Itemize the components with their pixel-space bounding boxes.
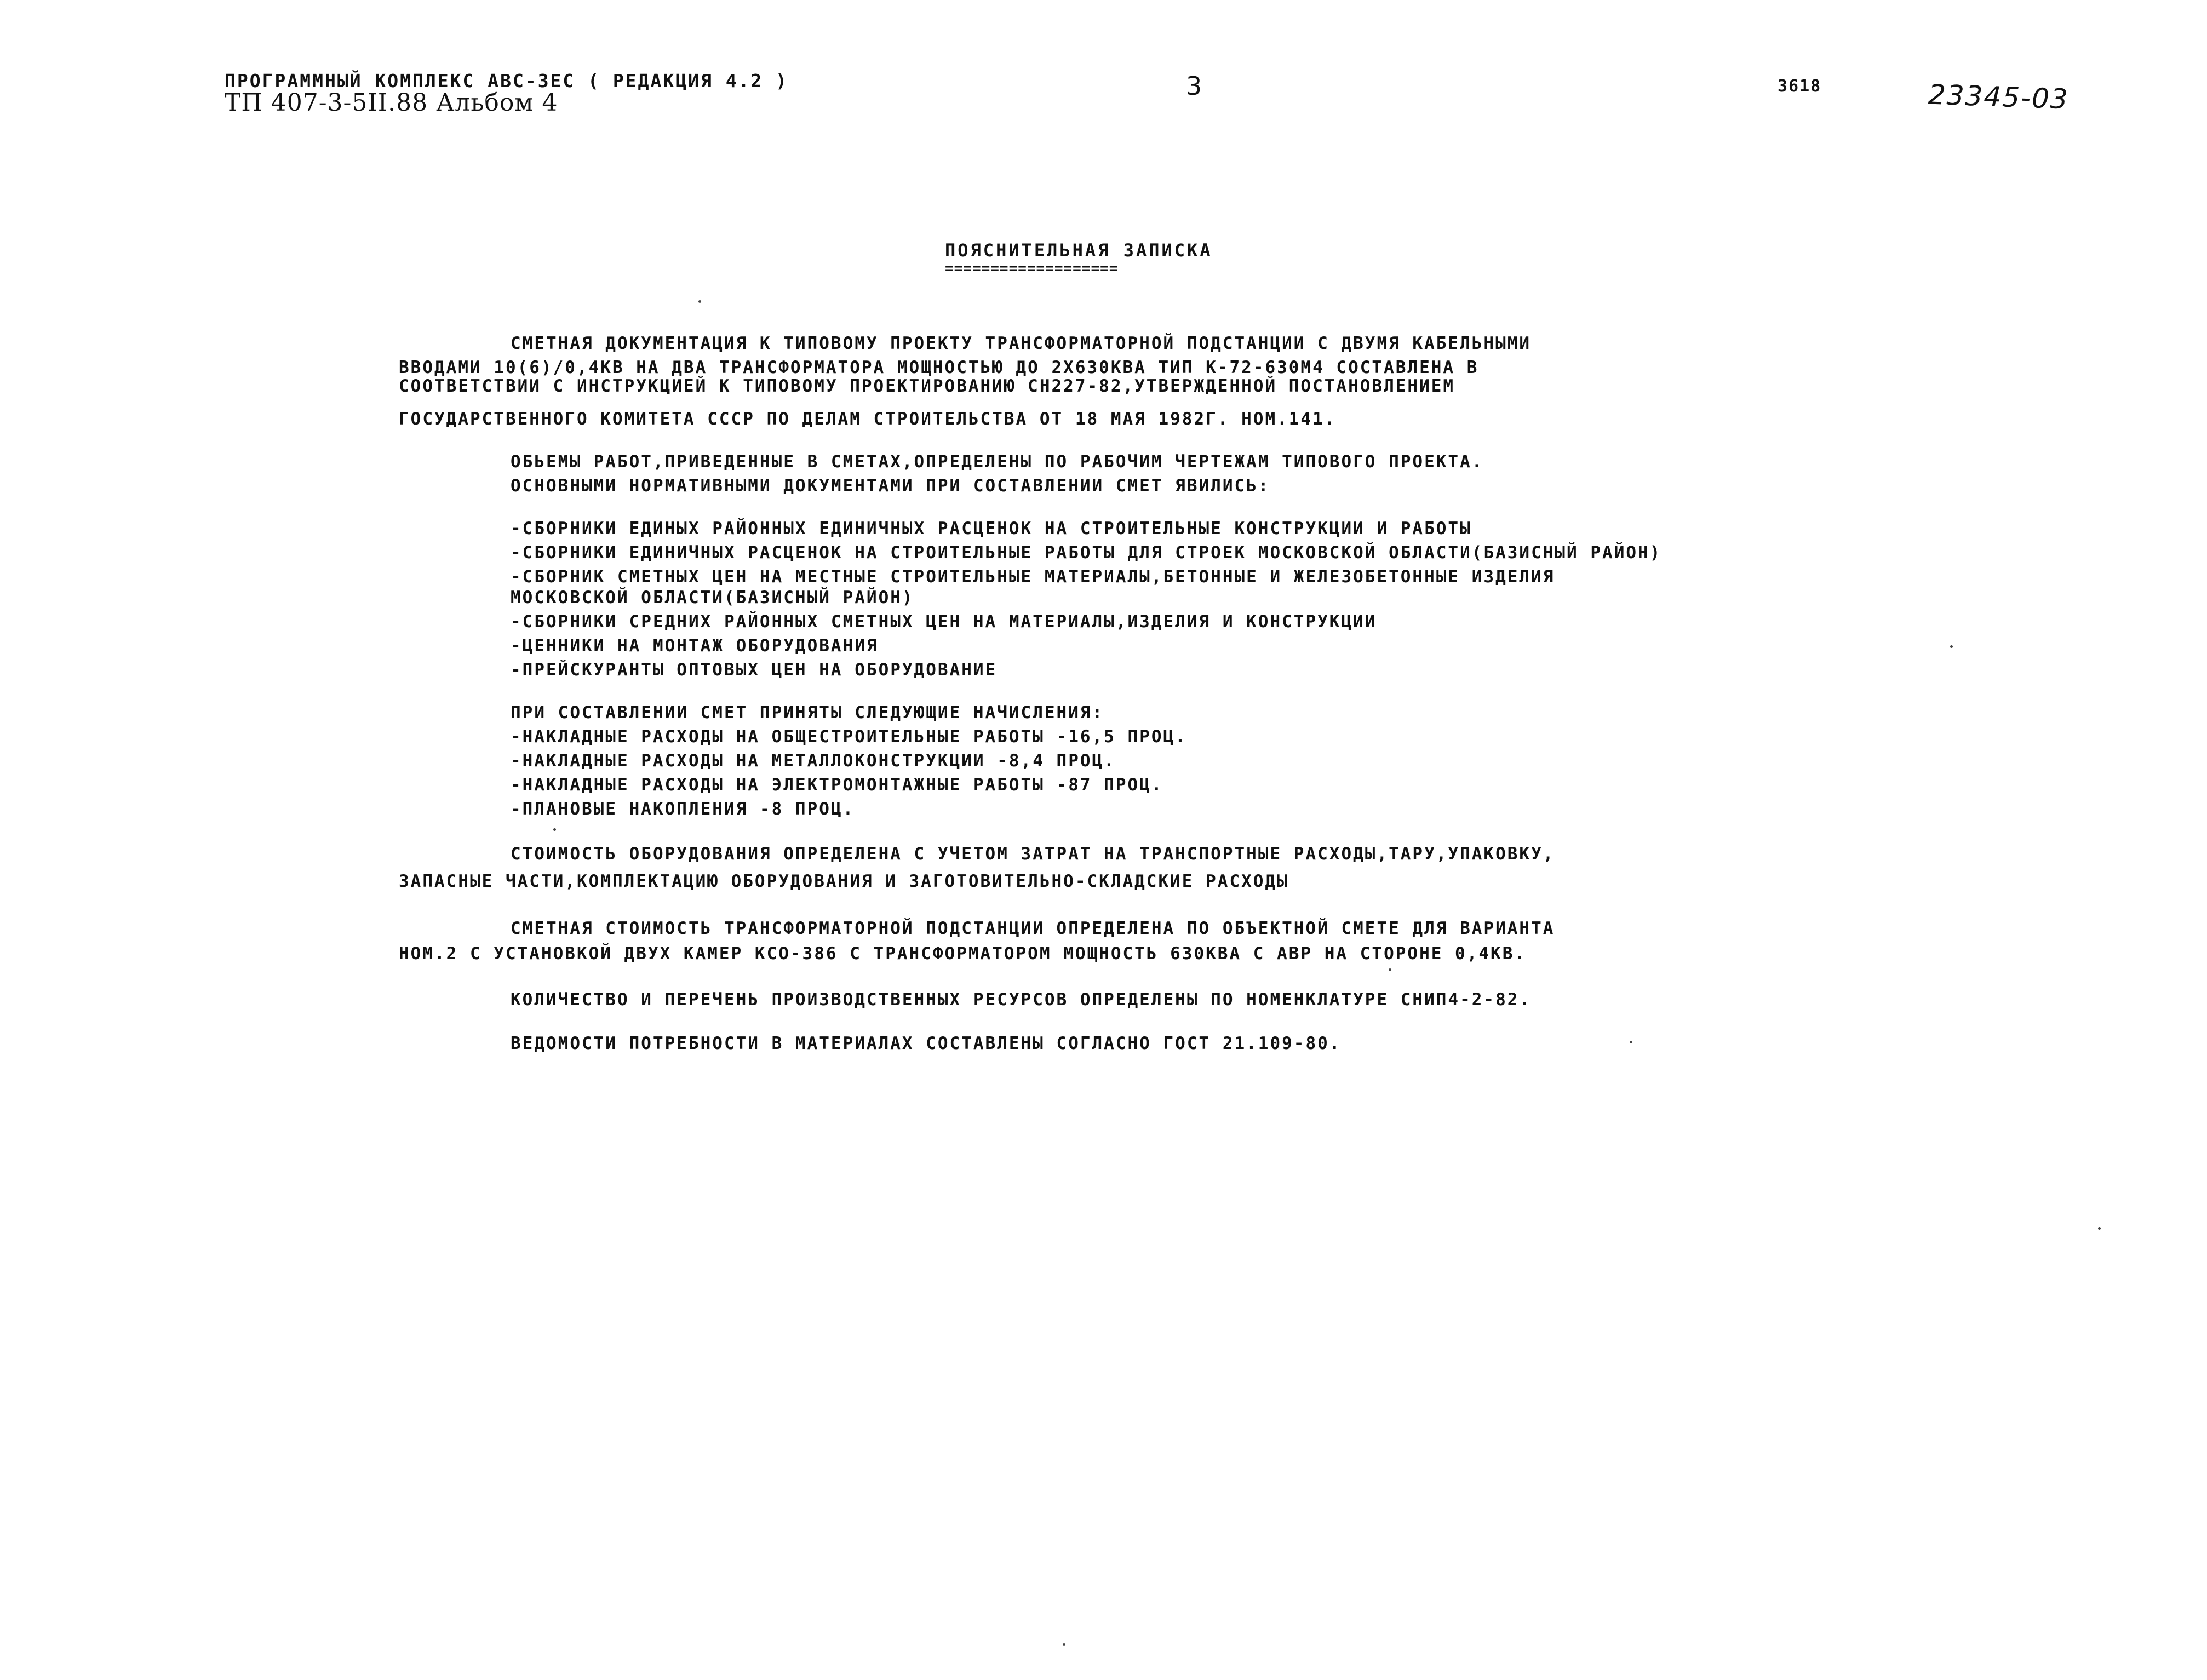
statements-line: ВЕДОМОСТИ ПОТРЕБНОСТИ В МАТЕРИАЛАХ СОСТАВЛЕНЫ СОГЛАСНО ГОСТ 21.109-80.: [511, 1034, 1342, 1053]
charge-item: -ПЛАНОВЫЕ НАКОПЛЕНИЯ -8 ПРОЦ.: [511, 799, 855, 819]
equipment-line: ЗАПАСНЫЕ ЧАСТИ,КОМПЛЕКТАЦИЮ ОБОРУДОВАНИЯ И ЗАГОТОВИТЕЛЬНО-СКЛАДСКИЕ РАСХОДЫ: [399, 871, 1289, 891]
scan-speck: [1950, 645, 1953, 648]
charges-heading: ПРИ СОСТАВЛЕНИИ СМЕТ ПРИНЯТЫ СЛЕДУЮЩИЕ НАЧИСЛЕНИЯ:: [511, 703, 1104, 723]
volumes-line: ОБЬЕМЫ РАБОТ,ПРИВЕДЕННЫЕ В СМЕТАХ,ОПРЕДЕЛЕНЫ ПО РАБОЧИМ ЧЕРТЕЖАМ ТИПОВОГО ПРОЕКТА.: [511, 452, 1484, 472]
charge-item: -НАКЛАДНЫЕ РАСХОДЫ НА ОБЩЕСТРОИТЕЛЬНЫЕ РАБОТЫ -16,5 ПРОЦ.: [511, 727, 1187, 747]
volumes-line: ОСНОВНЫМИ НОРМАТИВНЫМИ ДОКУМЕНТАМИ ПРИ СОСТАВЛЕНИИ СМЕТ ЯВИЛИСЬ:: [511, 476, 1270, 496]
project-album-line: ТП 407-3-5II.88 Альбом 4: [225, 89, 558, 117]
intro-line: ГОСУДАРСТВЕННОГО КОМИТЕТА СССР ПО ДЕЛАМ СТРОИТЕЛЬСТВА ОТ 18 МАЯ 1982Г. НОМ.141.: [399, 409, 1337, 429]
source-list-item: -СБОРНИКИ ЕДИНЫХ РАЙОННЫХ ЕДИНИЧНЫХ РАСЦЕНОК НА СТРОИТЕЛЬНЫЕ КОНСТРУКЦИИ И РАБОТЫ: [511, 519, 1472, 538]
scan-speck: [2098, 1227, 2101, 1230]
scan-speck: [698, 300, 701, 303]
document-code: 3618: [1778, 77, 1822, 96]
estimate-line: НОМ.2 С УСТАНОВКОЙ ДВУХ КАМЕР КСО-386 С ТРАНСФОРМАТОРОМ МОЩНОСТЬ 630КВА С АВР НА СТОРОНЕ 0,4КВ.: [399, 944, 1527, 964]
title-underline: ===================: [945, 260, 1119, 277]
scan-speck: [1063, 1643, 1065, 1646]
charge-item: -НАКЛАДНЫЕ РАСХОДЫ НА ЭЛЕКТРОМОНТАЖНЫЕ РАБОТЫ -87 ПРОЦ.: [511, 775, 1163, 795]
scan-speck: [1630, 1041, 1632, 1043]
page-number: 3: [1186, 71, 1202, 101]
resources-line: КОЛИЧЕСТВО И ПЕРЕЧЕНЬ ПРОИЗВОДСТВЕННЫХ РЕСУРСОВ ОПРЕДЕЛЕНЫ ПО НОМЕНКЛАТУРЕ СНИП4-2-82.: [511, 990, 1532, 1010]
source-list-item: -СБОРНИКИ СРЕДНИХ РАЙОННЫХ СМЕТНЫХ ЦЕН НА МАТЕРИАЛЫ,ИЗДЕЛИЯ И КОНСТРУКЦИИ: [511, 612, 1377, 632]
source-list-item: -СБОРНИКИ ЕДИНИЧНЫХ РАСЦЕНОК НА СТРОИТЕЛЬНЫЕ РАБОТЫ ДЛЯ СТРОЕК МОСКОВСКОЙ ОБЛАСТИ(БАЗИСНЫЙ РАЙОН): [511, 543, 1662, 563]
source-list-item: -ЦЕННИКИ НА МОНТАЖ ОБОРУДОВАНИЯ: [511, 636, 879, 656]
estimate-line: СМЕТНАЯ СТОИМОСТЬ ТРАНСФОРМАТОРНОЙ ПОДСТАНЦИИ ОПРЕДЕЛЕНА ПО ОБЪЕКТНОЙ СМЕТЕ ДЛЯ ВАРИАНТА: [511, 919, 1555, 938]
handwritten-number: 23345-03: [1928, 78, 2070, 116]
program-complex-line: ПРОГРАММНЫЙ КОМПЛЕКС АВС-3ЕС ( РЕДАКЦИЯ 4.2 ): [225, 70, 789, 91]
source-list-item: -ПРЕЙСКУРАНТЫ ОПТОВЫХ ЦЕН НА ОБОРУДОВАНИЕ: [511, 660, 998, 680]
source-list-item: МОСКОВСКОЙ ОБЛАСТИ(БАЗИСНЫЙ РАЙОН): [511, 588, 914, 607]
source-list-item: -СБОРНИК СМЕТНЫХ ЦЕН НА МЕСТНЫЕ СТРОИТЕЛЬНЫЕ МАТЕРИАЛЫ,БЕТОННЫЕ И ЖЕЛЕЗОБЕТОННЫЕ ИЗДЕЛИЯ: [511, 567, 1555, 587]
scan-speck: [553, 828, 556, 831]
scan-speck: [1389, 968, 1391, 971]
equipment-line: СТОИМОСТЬ ОБОРУДОВАНИЯ ОПРЕДЕЛЕНА С УЧЕТОМ ЗАТРАТ НА ТРАНСПОРТНЫЕ РАСХОДЫ,ТАРУ,УПАКОВКУ,: [511, 844, 1555, 864]
intro-line: СМЕТНАЯ ДОКУМЕНТАЦИЯ К ТИПОВОМУ ПРОЕКТУ ТРАНСФОРМАТОРНОЙ ПОДСТАНЦИИ С ДВУМЯ КАБЕЛЬНЫМИ: [511, 334, 1532, 353]
charge-item: -НАКЛАДНЫЕ РАСХОДЫ НА МЕТАЛЛОКОНСТРУКЦИИ -8,4 ПРОЦ.: [511, 751, 1116, 771]
document-title: ПОЯСНИТЕЛЬНАЯ ЗАПИСКА: [945, 240, 1213, 261]
intro-line: ВВОДАМИ 10(6)/0,4КВ НА ДВА ТРАНСФОРМАТОРА МОЩНОСТЬЮ ДО 2Х630КВА ТИП К-72-630М4 СОСТАВЛЕНА В: [399, 358, 1479, 377]
intro-line: СООТВЕТСТВИИ С ИНСТРУКЦИЕЙ К ТИПОВОМУ ПРОЕКТИРОВАНИЮ СН227-82,УТВЕРЖДЕННОЙ ПОСТАНОВЛЕНИЕМ: [399, 376, 1455, 396]
